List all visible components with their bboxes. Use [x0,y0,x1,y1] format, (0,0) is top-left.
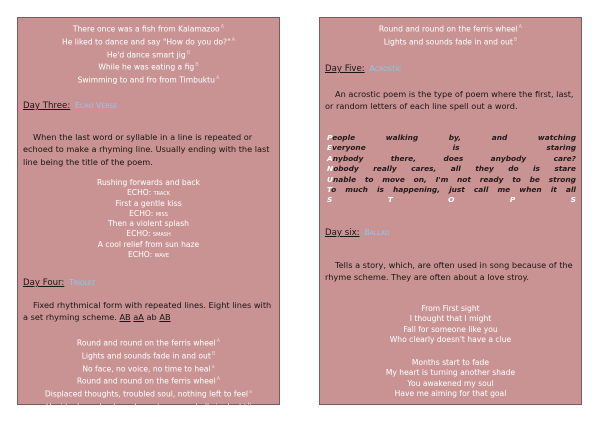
acrostic-line [327,143,576,153]
line-text: While he was eating a fig [98,63,195,73]
acrostic-word: staring [546,143,576,153]
acrostic-word [327,154,363,164]
echo-verse-description: When the last word or syllable in a line is repeated or echoed to make a rhyming line. Usually ending with the last line being the title of the poem. [23,132,270,167]
limerick-poem [18,22,279,86]
acrostic-word: not [457,174,471,184]
rhyme-mark: A [518,24,523,30]
word-rest: veryone [332,143,366,153]
acrostic-word: cares, [411,164,437,174]
acrostic-word: me [497,185,511,195]
acrostic-letter: E [327,143,333,153]
acrostic-word: I'm [435,174,449,184]
acrostic-word: is [376,185,384,195]
scheme-part: AB [119,312,131,323]
poem-line: First a gentle kiss [115,198,182,208]
acrostic-word [327,164,359,174]
acrostic-letter: P [327,133,333,142]
poem-line [320,22,581,35]
acrostic-word: be [529,174,540,184]
acrostic-word: stare [554,164,576,174]
acrostic-word: all [450,164,461,174]
poem-line: You awakened my soul [407,378,494,388]
acrostic-line [327,175,576,185]
triolet-poem [18,336,279,413]
acrostic-line [327,164,576,174]
poem-line: Months start to fade [411,358,490,367]
rhyme-mark: A [216,338,221,344]
acrostic-word: is [533,164,540,174]
word-rest: nable [333,174,357,184]
echo-line: ECHO: track [126,188,171,198]
ballad-stanza-2 [320,358,581,399]
description-text: Fixed rhythmical form with repeated lines. Eight lines with a set rhyming scheme. [23,300,272,323]
acrostic-letter: S [327,195,333,205]
acrostic-word: call [473,185,489,195]
acrostic-word: it [550,185,557,195]
poem-line: From First sight [421,304,480,313]
right-page [319,17,582,405]
line-text: Lights and sounds fade in and out [81,351,211,361]
acrostic-word: happening, [393,185,440,195]
rhyme-mark: A [215,75,220,82]
line-text: There once was a fish from Kalamazoo [72,24,220,34]
acrostic-word: does [443,153,464,163]
acrostic-word: and [491,133,508,142]
acrostic-word: care? [553,153,576,163]
acrostic-line [327,195,576,205]
poem-type: Echo Verse [74,101,118,110]
day-label: Day Three: [23,101,71,111]
acrostic-word: is [452,143,460,153]
rhyme-mark: B [195,62,199,69]
acrostic-line [327,185,576,195]
line-text: Upside down, backwards, up to my eyeballs in doubt [45,402,247,412]
poem-line [18,48,279,61]
scheme-part: AB [159,312,171,323]
line-text: No face, no voice, no time to heal [82,364,211,374]
poem-type: Ballad [364,228,390,237]
day-label: Day Five: [325,64,365,74]
acrostic-word: walking [385,133,419,142]
day-four-heading [23,278,95,288]
poem-line [18,73,279,86]
acrostic-word: watching [537,133,576,142]
line-text: Round and round on the ferris wheel [76,377,216,387]
acrostic-letter: U [327,174,334,184]
acrostic-word: really [373,164,397,174]
acrostic-poem [327,133,576,206]
echo-line: ECHO: wave [128,250,169,260]
line-text: He liked to dance and say "How do you do?" [62,37,231,47]
poem-line [18,387,279,400]
echo-line: ECHO: miss [129,208,168,218]
poem-line: My heart is turning another shade [385,368,516,378]
acrostic-word: strong [548,174,576,184]
acrostic-letter: T [327,185,332,195]
acrostic-description: An acrostic poem is the type of poem where the first, last, or random letters of each line spell out a word. [325,89,574,112]
acrostic-word: just [449,185,465,195]
poem-line [18,374,279,387]
echo-verse-poem [18,178,279,260]
poem-line [320,35,581,48]
line-text: Swimming to and fro from Timbuktu [77,75,215,85]
acrostic-word: ready [479,174,504,184]
acrostic-letter: S [570,195,576,205]
triolet-description [23,299,274,324]
acrostic-letter: P [509,195,516,205]
poem-type: Acrostic [369,64,402,73]
acrostic-word: to [512,174,521,184]
acrostic-word: by, [448,133,462,142]
echo-line: ECHO: smash [126,229,171,239]
acrostic-word [327,175,356,185]
poem-line: Fall for someone like you [403,324,498,334]
acrostic-word: much [345,185,368,195]
acrostic-letter: A [327,153,333,163]
rhyme-mark: a [211,363,215,370]
rhyme-mark: B [211,350,216,357]
triolet-continued [320,22,581,48]
poem-line: Then a violent splash [108,219,189,229]
poem-line: A cool relief from sun haze [97,239,200,249]
acrostic-word: they [475,164,494,174]
word-rest: nybody [332,153,364,163]
line-text: Displaced thoughts, troubled soul, nothing left to feel [44,389,248,399]
line-text: Round and round on the ferris wheel [378,24,518,34]
rhyme-mark: B [513,36,518,43]
left-page [17,17,280,412]
acrostic-word: on, [413,174,427,184]
poem-line [18,362,279,375]
poem-line: I thought that I might [409,314,492,324]
poem-line [18,400,279,413]
poem-line: Rushing forwards and back [97,178,200,187]
rhyme-mark: A [231,36,235,43]
day-label: Day Four: [23,278,65,288]
poem-line [18,22,279,35]
acrostic-word: do [508,164,519,174]
day-three-heading [23,101,117,111]
acrostic-letter: T [387,195,393,205]
ballad-description: Tells a story, which, are often used in song because of the rhyme scheme. They are often about a love stroy. [325,260,573,283]
word-rest: eople [332,133,356,142]
acrostic-letter: O [448,195,455,205]
acrostic-word [327,185,336,195]
line-text: He'd dance smart jig [106,50,186,60]
poem-line [18,336,279,349]
acrostic-word: when [519,185,542,195]
day-label: Day six: [325,228,360,238]
acrostic-line [327,154,576,164]
word-rest: obody [333,164,359,174]
scheme-part: aA [133,312,144,323]
acrostic-word: to [364,174,374,184]
rhyme-mark: A [216,376,221,383]
day-six-heading [325,228,389,238]
scheme-part: ab [146,312,157,323]
ballad-stanza-1 [320,304,581,345]
rhyme-mark: A [220,24,225,30]
poem-line: Who clearly doesn't have a clue [389,334,512,344]
word-rest: o [331,185,337,195]
day-five-heading [325,64,401,74]
poem-line: Have me aiming for that goal [394,388,507,398]
rhyme-mark: b [247,402,252,409]
rhyme-mark: a [249,389,253,396]
poem-line [18,349,279,362]
acrostic-word: anybody [490,153,527,163]
acrostic-word: move [382,174,405,184]
acrostic-word: all [565,185,576,195]
acrostic-letter: N [327,164,334,174]
acrostic-line [327,133,576,143]
poem-type: Triolet [69,278,96,287]
acrostic-word [327,143,366,153]
poem-line [18,35,279,48]
rhyme-mark: B [186,49,191,56]
line-text: Lights and sounds fade in and out [383,37,513,47]
acrostic-word [327,133,355,143]
acrostic-word: there, [390,153,417,163]
line-text: Round and round on the ferris wheel [76,338,216,348]
poem-line [18,60,279,73]
